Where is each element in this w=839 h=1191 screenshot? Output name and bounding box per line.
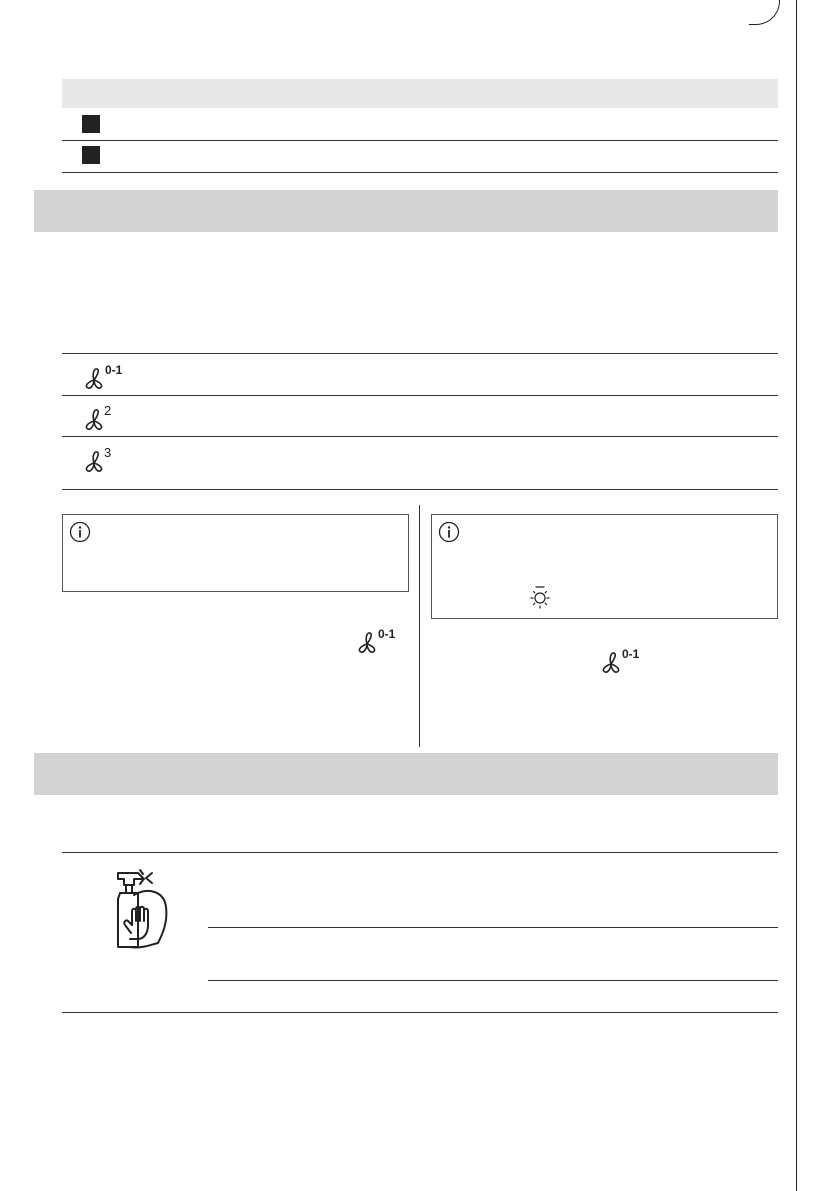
row-marker-square [82,115,100,133]
table-divider [62,436,778,437]
table-divider [62,1012,778,1013]
table-divider [62,172,778,173]
fan-level-label: 2 [104,403,112,418]
fan-speed-icon [355,624,405,654]
fan-speed-icon [599,644,649,674]
fan-speed-icon [82,401,132,431]
top-table-header [62,79,778,108]
table-divider [62,489,778,490]
page-edge-line [796,0,797,1191]
fan-level-label: 0-1 [105,363,123,377]
section-heading-band [34,190,778,232]
table-divider [208,927,778,928]
table-divider [62,140,778,141]
section-heading-band [34,753,778,795]
info-icon [438,521,460,543]
row-marker-square [82,146,100,164]
info-icon [69,521,91,543]
fan-speed-icon [82,360,132,390]
fan-level-label: 3 [104,445,112,460]
table-divider [62,395,778,396]
info-note-box [62,514,409,592]
fan-level-label: 0-1 [378,627,396,641]
table-divider [208,980,778,981]
fan-speed-icon [82,443,132,473]
fan-level-label: 0-1 [622,647,640,661]
spray-and-cloth-icon [104,865,176,951]
column-divider [419,505,420,747]
light-bulb-icon [528,585,552,611]
table-divider [62,852,778,853]
table-divider [62,353,778,354]
page-corner-mark [749,0,780,25]
info-note-box [431,514,778,619]
